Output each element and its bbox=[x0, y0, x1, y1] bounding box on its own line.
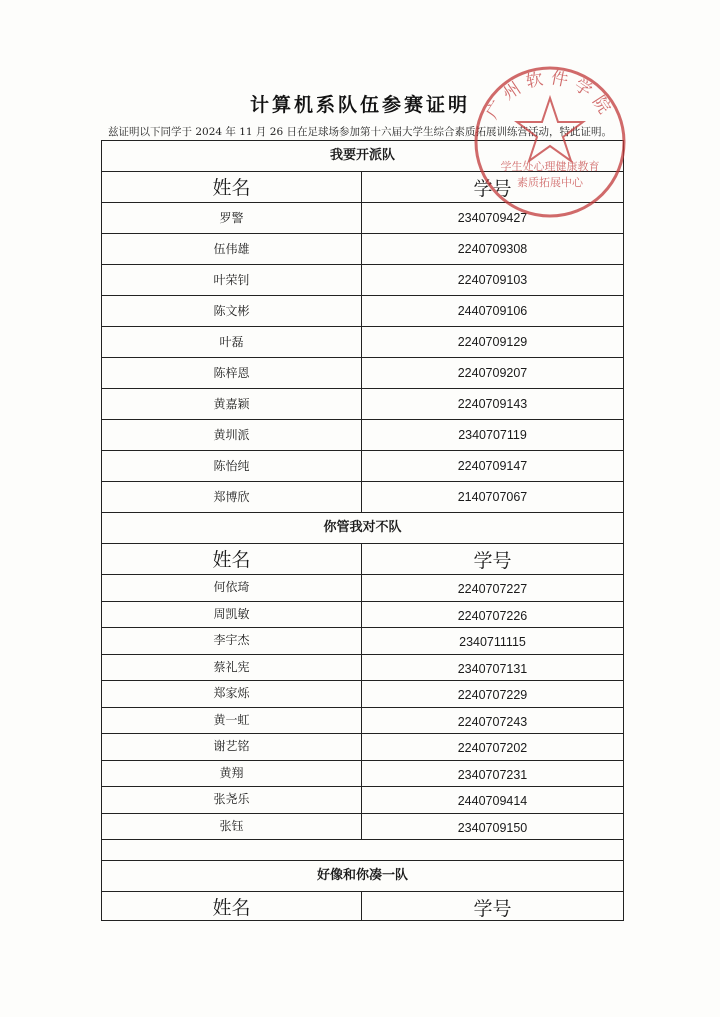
member-name: 陈怡纯 bbox=[102, 451, 362, 481]
table-row bbox=[102, 451, 623, 482]
seal-star-icon bbox=[517, 98, 583, 161]
roster-table bbox=[101, 140, 624, 921]
team-section bbox=[102, 513, 623, 861]
id-column-header: 学号 bbox=[473, 550, 512, 572]
student-id: 2240709129 bbox=[457, 335, 528, 349]
member-name: 黄一虹 bbox=[102, 708, 362, 734]
student-id: 2340707119 bbox=[458, 428, 527, 442]
table-row bbox=[102, 628, 623, 655]
member-name: 谢艺铭 bbox=[102, 734, 362, 760]
student-id: 2340709150 bbox=[457, 820, 528, 835]
table-row bbox=[102, 420, 623, 451]
student-id: 2140707067 bbox=[457, 490, 528, 504]
table-row bbox=[102, 708, 623, 735]
table-row bbox=[102, 358, 623, 389]
table-row bbox=[102, 814, 623, 841]
team-section bbox=[102, 861, 623, 920]
column-headers bbox=[102, 544, 623, 575]
student-id: 2440709414 bbox=[457, 794, 528, 808]
student-id: 2240709103 bbox=[457, 273, 528, 287]
seal-bottom-text: 素质拓展中心 bbox=[517, 176, 583, 189]
student-id: 2240709147 bbox=[457, 459, 528, 473]
table-row bbox=[102, 602, 623, 629]
team-name: 你管我对不队 bbox=[102, 513, 623, 544]
member-name: 叶荣钊 bbox=[102, 265, 362, 295]
name-column-header: 姓名 bbox=[102, 172, 362, 202]
table-row bbox=[102, 265, 623, 296]
member-name: 郑家烁 bbox=[102, 681, 362, 707]
member-name: 黄嘉颖 bbox=[102, 389, 362, 419]
member-name: 张尧乐 bbox=[102, 787, 362, 813]
column-headers bbox=[102, 892, 623, 920]
table-row bbox=[102, 389, 623, 420]
document-title: 计算机系队伍参赛证明 bbox=[249, 94, 470, 116]
table-row bbox=[102, 761, 623, 788]
student-id: 2240707226 bbox=[457, 608, 528, 623]
member-name: 陈文彬 bbox=[102, 296, 362, 326]
member-name: 郑博欣 bbox=[102, 482, 362, 512]
table-row bbox=[102, 482, 623, 513]
student-id: 2240707202 bbox=[457, 741, 528, 755]
member-name: 张钰 bbox=[102, 814, 362, 840]
table-row bbox=[102, 296, 623, 327]
student-id: 2340707231 bbox=[457, 767, 528, 782]
id-column-header: 学号 bbox=[473, 178, 512, 200]
member-name: 李宇杰 bbox=[102, 628, 362, 654]
student-id: 2340707131 bbox=[457, 661, 528, 676]
member-name: 陈梓恩 bbox=[102, 358, 362, 388]
name-column-header: 姓名 bbox=[102, 544, 362, 574]
member-name: 蔡礼宪 bbox=[102, 655, 362, 681]
member-name: 叶磊 bbox=[102, 327, 362, 357]
team-name: 好像和你凑一队 bbox=[102, 861, 623, 892]
seal-top-text: 广州软件学院 bbox=[482, 68, 618, 123]
certificate-statement: 兹证明以下同学于 2024 年 11 月 26 日在足球场参加第十六届大学生综合素质拓展训练营活动，特此证明。 bbox=[108, 126, 612, 138]
table-row bbox=[102, 787, 623, 814]
student-id: 2240709207 bbox=[457, 366, 528, 380]
student-id: 2340709427 bbox=[457, 211, 528, 225]
member-name: 周凯敏 bbox=[102, 602, 362, 628]
student-id: 2240707227 bbox=[457, 582, 528, 596]
table-row bbox=[102, 655, 623, 682]
seal-outer-ring bbox=[476, 68, 624, 216]
table-row bbox=[102, 734, 623, 761]
student-id: 2240709308 bbox=[457, 242, 528, 256]
table-row bbox=[102, 234, 623, 265]
student-id: 2440709106 bbox=[457, 304, 528, 318]
student-id: 2340711115 bbox=[459, 635, 526, 649]
table-row bbox=[102, 681, 623, 708]
table-row bbox=[102, 327, 623, 358]
id-column-header: 学号 bbox=[473, 898, 512, 920]
table-row bbox=[102, 575, 623, 602]
team-name: 我要开派队 bbox=[102, 141, 623, 172]
member-name: 罗警 bbox=[102, 203, 362, 233]
member-name: 何依琦 bbox=[102, 575, 362, 601]
seal-middle-text: 学生处心理健康教育 bbox=[500, 160, 600, 173]
official-seal-stamp bbox=[470, 58, 630, 218]
student-id: 2240707243 bbox=[457, 714, 528, 729]
member-name: 伍伟雄 bbox=[102, 234, 362, 264]
name-column-header: 姓名 bbox=[102, 892, 362, 920]
member-name: 黄圳派 bbox=[102, 420, 362, 450]
empty-row bbox=[102, 840, 623, 861]
student-id: 2240707229 bbox=[457, 688, 528, 702]
student-id: 2240709143 bbox=[457, 397, 528, 411]
member-name: 黄翔 bbox=[102, 761, 362, 787]
